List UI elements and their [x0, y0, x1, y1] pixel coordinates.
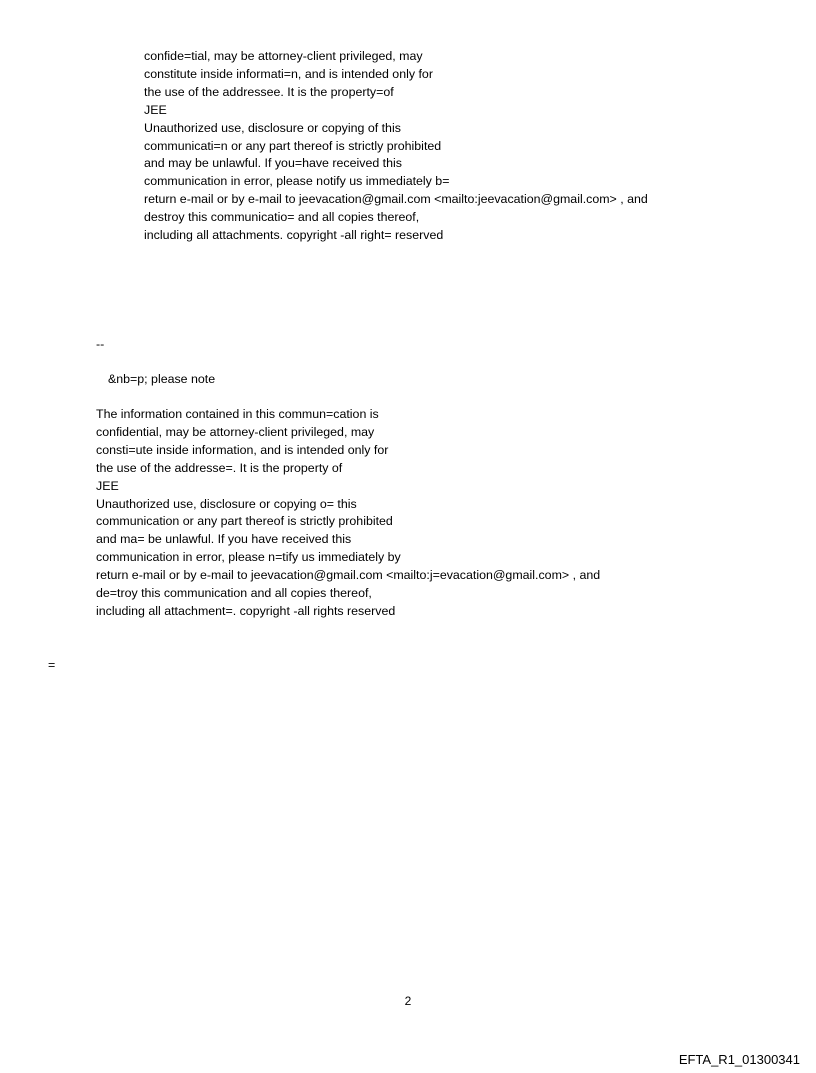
signature-separator: -- [96, 337, 105, 351]
please-note-heading: &nb=p; please note [108, 372, 216, 386]
text-line: the use of the addressee. It is the property=of [144, 84, 394, 99]
quoted-confidentiality-notice [144, 48, 648, 245]
confidentiality-disclaimer [96, 406, 600, 621]
text-line: The information contained in this commun=cation is [96, 407, 379, 421]
text-line: communication in error, please n=tify us immediately by [96, 550, 401, 565]
text-line: and may be unlawful. If you=have received this [144, 156, 402, 171]
text-line: constitute inside informati=n, and is intended only for [144, 66, 433, 81]
text-line: JEE [144, 102, 167, 117]
text-line: communicati=n or any part thereof is strictly prohibited [144, 138, 442, 153]
text-line: de=troy this communication and all copies thereof, [96, 586, 372, 601]
text-line: confide=tial, may be attorney-client privileged, may [144, 49, 423, 63]
text-line: consti=ute inside information, and is intended only for [96, 442, 389, 457]
text-line: and ma= be unlawful. If you have received this [96, 532, 352, 547]
text-line: including all attachments. copyright -all right= reserved [144, 228, 444, 243]
text-line: return e-mail or by e-mail to jeevacation@gmail.com <mailto:j=evacation@gmail.com> , and [96, 568, 601, 583]
text-line: communication in error, please notify us immediately b= [144, 174, 450, 189]
text-line: the use of the addresse=. It is the property of [96, 460, 343, 475]
text-line: destroy this communicatio= and all copies thereof, [144, 210, 420, 225]
text-line: JEE [96, 478, 119, 493]
document-id-footer: EFTA_R1_01300341 [678, 1052, 800, 1067]
text-line: including all attachment=. copyright -all rights reserved [96, 603, 396, 618]
trailing-equals-mark: = [48, 658, 56, 672]
text-line: Unauthorized use, disclosure or copying o= this [96, 496, 357, 511]
text-line: communication or any part thereof is strictly prohibited [96, 514, 393, 529]
text-line: Unauthorized use, disclosure or copying of this [144, 120, 401, 135]
text-line: confidential, may be attorney-client privileged, may [96, 424, 375, 439]
text-line: return e-mail or by e-mail to jeevacation@gmail.com <mailto:jeevacation@gmail.com> , and [144, 192, 648, 207]
page-number: 2 [404, 994, 412, 1008]
